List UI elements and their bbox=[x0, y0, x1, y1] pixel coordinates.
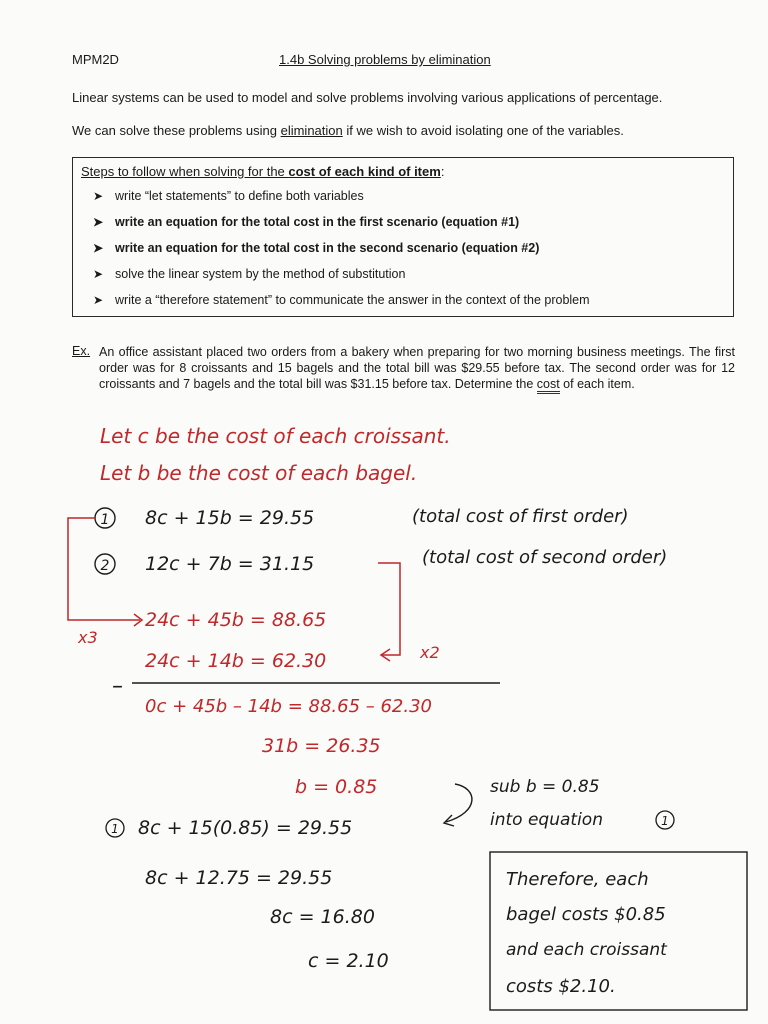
sub-note-line-2: into equation bbox=[490, 810, 603, 830]
multiply-by-2: x2 bbox=[420, 643, 440, 662]
b-value: b = 0.85 bbox=[295, 776, 378, 798]
sub-eq-circle-number: 1 bbox=[661, 814, 669, 828]
substitution-equation: 8c + 15(0.85) = 29.55 bbox=[138, 817, 353, 839]
equation-31b: 31b = 26.35 bbox=[262, 735, 381, 757]
substitution-step-3: 8c = 16.80 bbox=[270, 906, 375, 928]
step-text: write “let statements” to define both variables bbox=[115, 189, 364, 203]
sub-note-line-1: sub b = 0.85 bbox=[490, 777, 600, 797]
step-text: write an equation for the total cost in the first scenario (equation #1) bbox=[115, 215, 520, 229]
therefore-line: costs $2.10. bbox=[506, 976, 616, 997]
arrow-bullet-icon: ➤ bbox=[93, 293, 104, 307]
arrow-bullet-icon: ➤ bbox=[93, 241, 104, 255]
elimination-term: elimination bbox=[280, 123, 343, 138]
equation-1-number: 1 bbox=[100, 512, 110, 528]
arrow-bullet-icon: ➤ bbox=[93, 267, 104, 281]
substitution-step-2: 8c + 12.75 = 29.55 bbox=[145, 867, 333, 889]
step-text: write an equation for the total cost in the second scenario (equation #2) bbox=[115, 241, 540, 255]
therefore-line: Therefore, each bbox=[506, 869, 649, 890]
minus-sign: – bbox=[112, 674, 123, 699]
equation-1-note: (total cost of first order) bbox=[412, 506, 629, 527]
example-text-end: of each item. bbox=[559, 377, 635, 391]
difference-equation: 0c + 45b – 14b = 88.65 – 62.30 bbox=[145, 696, 433, 717]
steps-heading-pre: Steps to follow when solving for the bbox=[81, 164, 289, 179]
step-text: solve the linear system by the method of substitution bbox=[115, 267, 406, 281]
step-text: write a “therefore statement” to communicate the answer in the context of the problem bbox=[115, 293, 590, 307]
c-value: c = 2.10 bbox=[308, 950, 389, 972]
let-statement-b: Let b be the cost of each bagel. bbox=[100, 461, 418, 485]
page-title: 1.4b Solving problems by elimination bbox=[279, 52, 491, 67]
intro-line-2-pre: We can solve these problems using bbox=[72, 123, 281, 138]
equation-1: 8c + 15b = 29.55 bbox=[145, 507, 315, 529]
equation-2-note: (total cost of second order) bbox=[422, 547, 668, 568]
arrow-bullet-icon: ➤ bbox=[93, 215, 104, 229]
example-label: Ex. bbox=[72, 344, 91, 358]
scaled-equation-2: 24c + 14b = 62.30 bbox=[145, 650, 327, 672]
equation-2: 12c + 7b = 31.15 bbox=[145, 553, 315, 575]
scaled-equation-1: 24c + 45b = 88.65 bbox=[145, 609, 327, 631]
example-text-main: An office assistant placed two orders from a bakery when preparing for two morning business meetings. The first order was for 8 croissants and 15 bagels and the total bill was $29.55 before tax. The second order was for 12 croissants and 7 bagels and the total bill was $31.15 before tax. Determine the bbox=[99, 345, 735, 391]
therefore-line: bagel costs $0.85 bbox=[506, 904, 666, 925]
let-statement-c: Let c be the cost of each croissant. bbox=[100, 424, 451, 448]
substitution-eq-number: 1 bbox=[111, 822, 119, 836]
intro-line-2-post: if we wish to avoid isolating one of the variables. bbox=[342, 123, 624, 138]
steps-heading-bold: cost of each kind of item bbox=[288, 164, 441, 179]
intro-line-1: Linear systems can be used to model and solve problems involving various applications of percentage. bbox=[72, 90, 663, 105]
example-cost-word: cost bbox=[537, 377, 560, 394]
equation-2-number: 2 bbox=[100, 558, 110, 574]
bracket-arrow-eq2 bbox=[378, 563, 400, 655]
therefore-line: and each croissant bbox=[506, 940, 667, 960]
steps-heading-post: : bbox=[440, 164, 445, 179]
multiply-by-3: x3 bbox=[78, 628, 98, 647]
arrow-bullet-icon: ➤ bbox=[93, 189, 104, 203]
course-code: MPM2D bbox=[72, 52, 119, 67]
